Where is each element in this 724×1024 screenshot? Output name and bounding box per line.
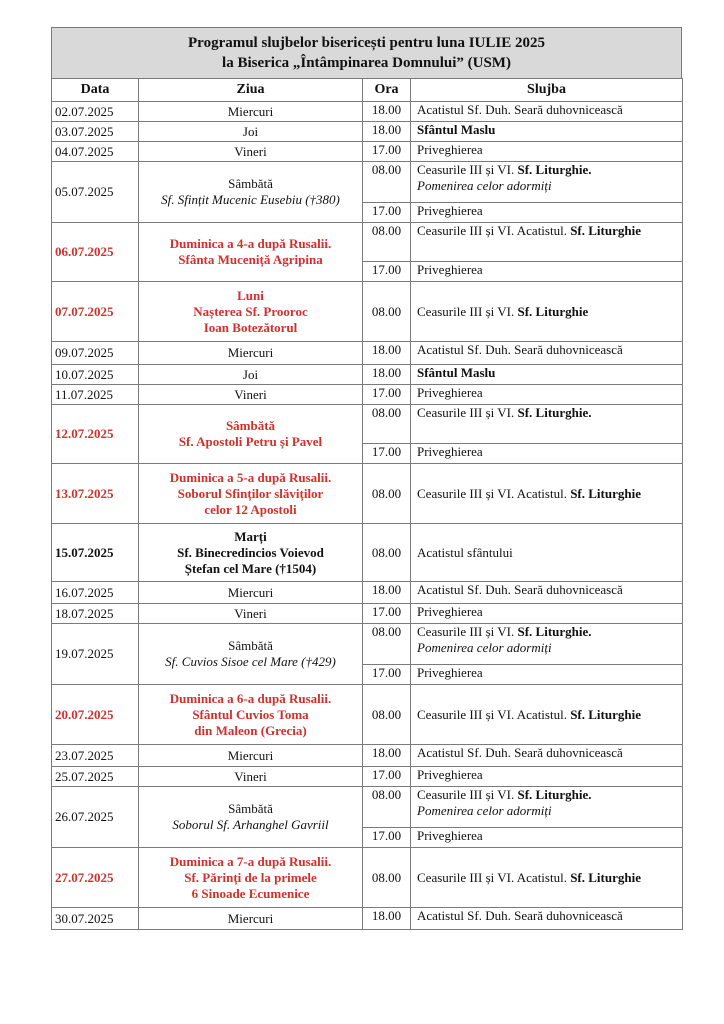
date-cell: 12.07.2025: [52, 405, 139, 464]
service-text: Ceasurile III și VI.: [417, 787, 515, 802]
day-line: celor 12 Apostoli: [204, 501, 297, 517]
feast-name: Sf. Cuvios Sisoe cel Mare (†429): [165, 654, 336, 669]
service-line: [417, 385, 682, 401]
day-cell: [139, 405, 363, 464]
time-cell: 08.00: [363, 282, 411, 342]
day-line: Ștefan cel Mare (†1504): [184, 560, 317, 576]
time-cell: 17.00: [363, 665, 411, 685]
day-line: Duminica a 4-a după Rusalii.: [169, 236, 332, 251]
service-line: [417, 665, 682, 681]
service-text: Ceasurile III și VI. Acatistul.: [417, 223, 567, 238]
day-line: Sâmbătă: [225, 418, 276, 433]
time-cell: 08.00: [363, 464, 411, 524]
service-line: [417, 908, 682, 924]
day-line: Joi: [242, 123, 259, 139]
table-row: [52, 342, 683, 365]
time-cell: 08.00: [363, 405, 411, 444]
day-cell: [139, 604, 363, 624]
header-time: Ora: [363, 79, 411, 102]
service-text: Acatistul Sf. Duh. Seară duhovnicească: [417, 342, 623, 357]
service-line: [417, 262, 682, 278]
table-row: [52, 767, 683, 787]
header-date: Data: [52, 79, 139, 102]
date-cell: 16.07.2025: [52, 582, 139, 604]
time-cell: 18.00: [363, 365, 411, 385]
service-cell: [411, 624, 683, 665]
day-line: Duminica a 6-a după Rusalii.: [169, 690, 332, 706]
time-cell: 17.00: [363, 262, 411, 282]
service-bold-part: Sf. Liturghie: [570, 485, 641, 501]
title-line-2: la Biserica „Întâmpinarea Domnului” (USM): [222, 55, 511, 71]
service-line: [417, 828, 682, 844]
table-row: [52, 142, 683, 162]
time-cell: 08.00: [363, 685, 411, 745]
time-cell: 08.00: [363, 787, 411, 828]
schedule-sheet: [51, 27, 682, 930]
service-line: [417, 745, 682, 761]
service-cell: [411, 767, 683, 787]
day-line: Nașterea Sf. Prooroc: [193, 303, 308, 319]
day-line: Duminica a 7-a după Rusalii.: [169, 853, 332, 869]
service-text: Sfântul Maslu: [417, 365, 496, 380]
day-cell: [139, 162, 363, 223]
feast-name: Sf. Sfințit Mucenic Eusebiu (†380): [161, 192, 340, 207]
table-row: [52, 122, 683, 142]
feast-name: Soborul Sf. Arhanghel Gavriil: [172, 817, 329, 832]
day-line: Ioan Botezătorul: [203, 319, 298, 335]
day-cell: [139, 365, 363, 385]
service-text: Acatistul sfântului: [417, 544, 513, 560]
service-line: [417, 486, 682, 502]
time-cell: 08.00: [363, 848, 411, 908]
day-line: 6 Sinoade Ecumenice: [191, 885, 310, 901]
service-cell: [411, 665, 683, 685]
service-text: Ceasurile III și VI.: [417, 162, 515, 177]
day-cell: [139, 282, 363, 342]
day-line: Soborul Sfinților slăviților: [177, 485, 324, 501]
date-cell: 25.07.2025: [52, 767, 139, 787]
service-cell: [411, 745, 683, 767]
service-cell: [411, 604, 683, 624]
service-bold-part: Sf. Liturghie: [570, 869, 641, 885]
table-row: [52, 685, 683, 745]
service-line: [417, 365, 682, 381]
day-line: Vineri: [234, 605, 267, 621]
time-cell: 08.00: [363, 223, 411, 262]
service-bold-part: Sf. Liturghie.: [517, 787, 592, 802]
table-row: [52, 787, 683, 828]
date-cell: 09.07.2025: [52, 342, 139, 365]
schedule-title: [51, 27, 682, 78]
service-bold-part: Sf. Liturghie: [517, 303, 589, 319]
date-cell: 10.07.2025: [52, 365, 139, 385]
day-line: Miercuri: [227, 910, 274, 926]
day-cell: [139, 464, 363, 524]
time-cell: 17.00: [363, 444, 411, 464]
service-text: Ceasurile III și VI.: [417, 303, 515, 319]
header-service: Slujba: [411, 79, 683, 102]
service-cell: [411, 102, 683, 122]
time-cell: 17.00: [363, 385, 411, 405]
header-day: Ziua: [139, 79, 363, 102]
time-cell: 18.00: [363, 102, 411, 122]
date-cell: 05.07.2025: [52, 162, 139, 223]
table-row: [52, 405, 683, 444]
service-text: Priveghierea: [417, 444, 483, 459]
day-line: din Maleon (Grecia): [194, 722, 307, 738]
time-cell: 18.00: [363, 122, 411, 142]
day-line: Sâmbătă: [228, 801, 273, 816]
service-text: Priveghierea: [417, 385, 483, 400]
service-line: [417, 582, 682, 598]
service-line: [417, 342, 682, 358]
service-line: [417, 223, 682, 239]
table-body: [52, 102, 683, 930]
date-cell: 11.07.2025: [52, 385, 139, 405]
service-line: [417, 604, 682, 620]
table-row: [52, 848, 683, 908]
day-line: Joi: [242, 366, 259, 382]
table-row: [52, 162, 683, 203]
day-line: Duminica a 5-a după Rusalii.: [169, 469, 332, 485]
day-line: Miercuri: [227, 747, 274, 763]
service-line: [417, 122, 682, 138]
service-bold-part: Sf. Liturghie: [570, 706, 641, 722]
service-line: [417, 767, 682, 783]
date-cell: 15.07.2025: [52, 524, 139, 582]
table-row: [52, 624, 683, 665]
service-text: Priveghierea: [417, 665, 483, 680]
day-cell: [139, 582, 363, 604]
day-cell: [139, 745, 363, 767]
time-cell: 17.00: [363, 142, 411, 162]
service-cell: [411, 142, 683, 162]
service-text: Acatistul Sf. Duh. Seară duhovnicească: [417, 582, 623, 597]
time-cell: 18.00: [363, 745, 411, 767]
service-line: [417, 102, 682, 118]
time-cell: 08.00: [363, 524, 411, 582]
service-cell: [411, 908, 683, 930]
service-cell: [411, 385, 683, 405]
service-cell: [411, 524, 683, 582]
service-cell: [411, 223, 683, 262]
service-text: Priveghierea: [417, 767, 483, 782]
day-cell: [139, 767, 363, 787]
day-line: Sf. Părinți de la primele: [184, 869, 317, 885]
day-line: Sâmbătă: [228, 638, 273, 653]
day-line: Vineri: [234, 768, 267, 784]
date-cell: 07.07.2025: [52, 282, 139, 342]
day-cell: [139, 848, 363, 908]
date-cell: 23.07.2025: [52, 745, 139, 767]
time-cell: 17.00: [363, 604, 411, 624]
service-bold-part: Sf. Liturghie: [570, 223, 641, 238]
time-cell: 18.00: [363, 342, 411, 365]
service-cell: [411, 848, 683, 908]
service-cell: [411, 262, 683, 282]
day-line: Sf. Apostoli Petru și Pavel: [178, 434, 323, 449]
time-cell: 17.00: [363, 828, 411, 848]
service-line: [417, 624, 682, 640]
service-text: Ceasurile III și VI.: [417, 624, 515, 639]
service-text: Priveghierea: [417, 142, 483, 157]
table-row: [52, 385, 683, 405]
day-cell: [139, 142, 363, 162]
service-cell: [411, 582, 683, 604]
day-line: Marți: [234, 528, 267, 544]
table-header-row: [52, 79, 683, 102]
service-cell: [411, 162, 683, 203]
table-row: [52, 223, 683, 262]
day-line: Luni: [237, 287, 264, 303]
service-text: Acatistul Sf. Duh. Seară duhovnicească: [417, 745, 623, 760]
service-text: Acatistul Sf. Duh. Seară duhovnicească: [417, 102, 623, 117]
service-note: Pomenirea celor adormiți: [417, 178, 552, 193]
day-cell: [139, 524, 363, 582]
day-cell: [139, 624, 363, 685]
day-cell: [139, 685, 363, 745]
service-text: Sfântul Maslu: [417, 122, 496, 137]
date-cell: 13.07.2025: [52, 464, 139, 524]
day-line: Sfânta Muceniță Agripina: [178, 252, 323, 267]
table-row: [52, 604, 683, 624]
service-text: Priveghierea: [417, 604, 483, 619]
service-bold-part: Sf. Liturghie.: [517, 405, 592, 420]
date-cell: 04.07.2025: [52, 142, 139, 162]
day-cell: [139, 908, 363, 930]
service-cell: [411, 464, 683, 524]
day-line: Vineri: [234, 386, 267, 402]
service-cell: [411, 342, 683, 365]
table-row: [52, 282, 683, 342]
day-line: Sf. Binecredincios Voievod: [177, 544, 324, 560]
time-cell: 17.00: [363, 203, 411, 223]
service-line: [417, 405, 682, 421]
table-row: [52, 464, 683, 524]
service-text: Acatistul Sf. Duh. Seară duhovnicească: [417, 908, 623, 923]
table-row: [52, 582, 683, 604]
schedule-table: [51, 78, 683, 930]
day-cell: [139, 122, 363, 142]
service-text: Ceasurile III și VI. Acatistul.: [417, 869, 567, 885]
date-cell: 30.07.2025: [52, 908, 139, 930]
service-note: Pomenirea celor adormiți: [417, 803, 552, 818]
service-line: [417, 870, 682, 886]
time-cell: 18.00: [363, 908, 411, 930]
day-line: Sfântul Cuvios Toma: [192, 706, 309, 722]
table-row: [52, 908, 683, 930]
time-cell: 08.00: [363, 624, 411, 665]
service-cell: [411, 828, 683, 848]
date-cell: 19.07.2025: [52, 624, 139, 685]
table-row: [52, 365, 683, 385]
day-cell: [139, 102, 363, 122]
service-text: Priveghierea: [417, 262, 483, 277]
service-text: Ceasurile III și VI.: [417, 405, 515, 420]
day-cell: [139, 787, 363, 848]
service-text: Ceasurile III și VI. Acatistul.: [417, 706, 567, 722]
service-line: [417, 444, 682, 460]
day-cell: [139, 223, 363, 282]
date-cell: 03.07.2025: [52, 122, 139, 142]
table-row: [52, 102, 683, 122]
service-text: Ceasurile III și VI. Acatistul.: [417, 485, 567, 501]
date-cell: 06.07.2025: [52, 223, 139, 282]
service-cell: [411, 444, 683, 464]
service-line: [417, 304, 682, 320]
day-line: Miercuri: [227, 103, 274, 119]
service-line: [417, 142, 682, 158]
day-cell: [139, 385, 363, 405]
service-cell: [411, 405, 683, 444]
service-line: [417, 787, 682, 803]
day-line: Sâmbătă: [228, 176, 273, 191]
table-row: [52, 745, 683, 767]
service-line: [417, 707, 682, 723]
service-cell: [411, 203, 683, 223]
day-cell: [139, 342, 363, 365]
service-bold-part: Sf. Liturghie.: [517, 162, 592, 177]
service-line: [417, 203, 682, 219]
service-cell: [411, 787, 683, 828]
service-bold-part: Sf. Liturghie.: [517, 624, 592, 639]
time-cell: 17.00: [363, 767, 411, 787]
service-line: [417, 545, 682, 561]
service-cell: [411, 122, 683, 142]
service-note: Pomenirea celor adormiți: [417, 640, 552, 655]
date-cell: 02.07.2025: [52, 102, 139, 122]
date-cell: 20.07.2025: [52, 685, 139, 745]
date-cell: 27.07.2025: [52, 848, 139, 908]
day-line: Miercuri: [227, 345, 274, 360]
service-cell: [411, 365, 683, 385]
title-line-1: Programul slujbelor bisericești pentru luna IULIE 2025: [188, 35, 545, 51]
date-cell: 18.07.2025: [52, 604, 139, 624]
service-cell: [411, 685, 683, 745]
service-text: Priveghierea: [417, 828, 483, 843]
service-line: [417, 162, 682, 178]
service-cell: [411, 282, 683, 342]
service-text: Priveghierea: [417, 203, 483, 218]
time-cell: 08.00: [363, 162, 411, 203]
day-line: Vineri: [234, 143, 267, 159]
day-line: Miercuri: [227, 584, 274, 600]
time-cell: 18.00: [363, 582, 411, 604]
date-cell: 26.07.2025: [52, 787, 139, 848]
table-row: [52, 524, 683, 582]
